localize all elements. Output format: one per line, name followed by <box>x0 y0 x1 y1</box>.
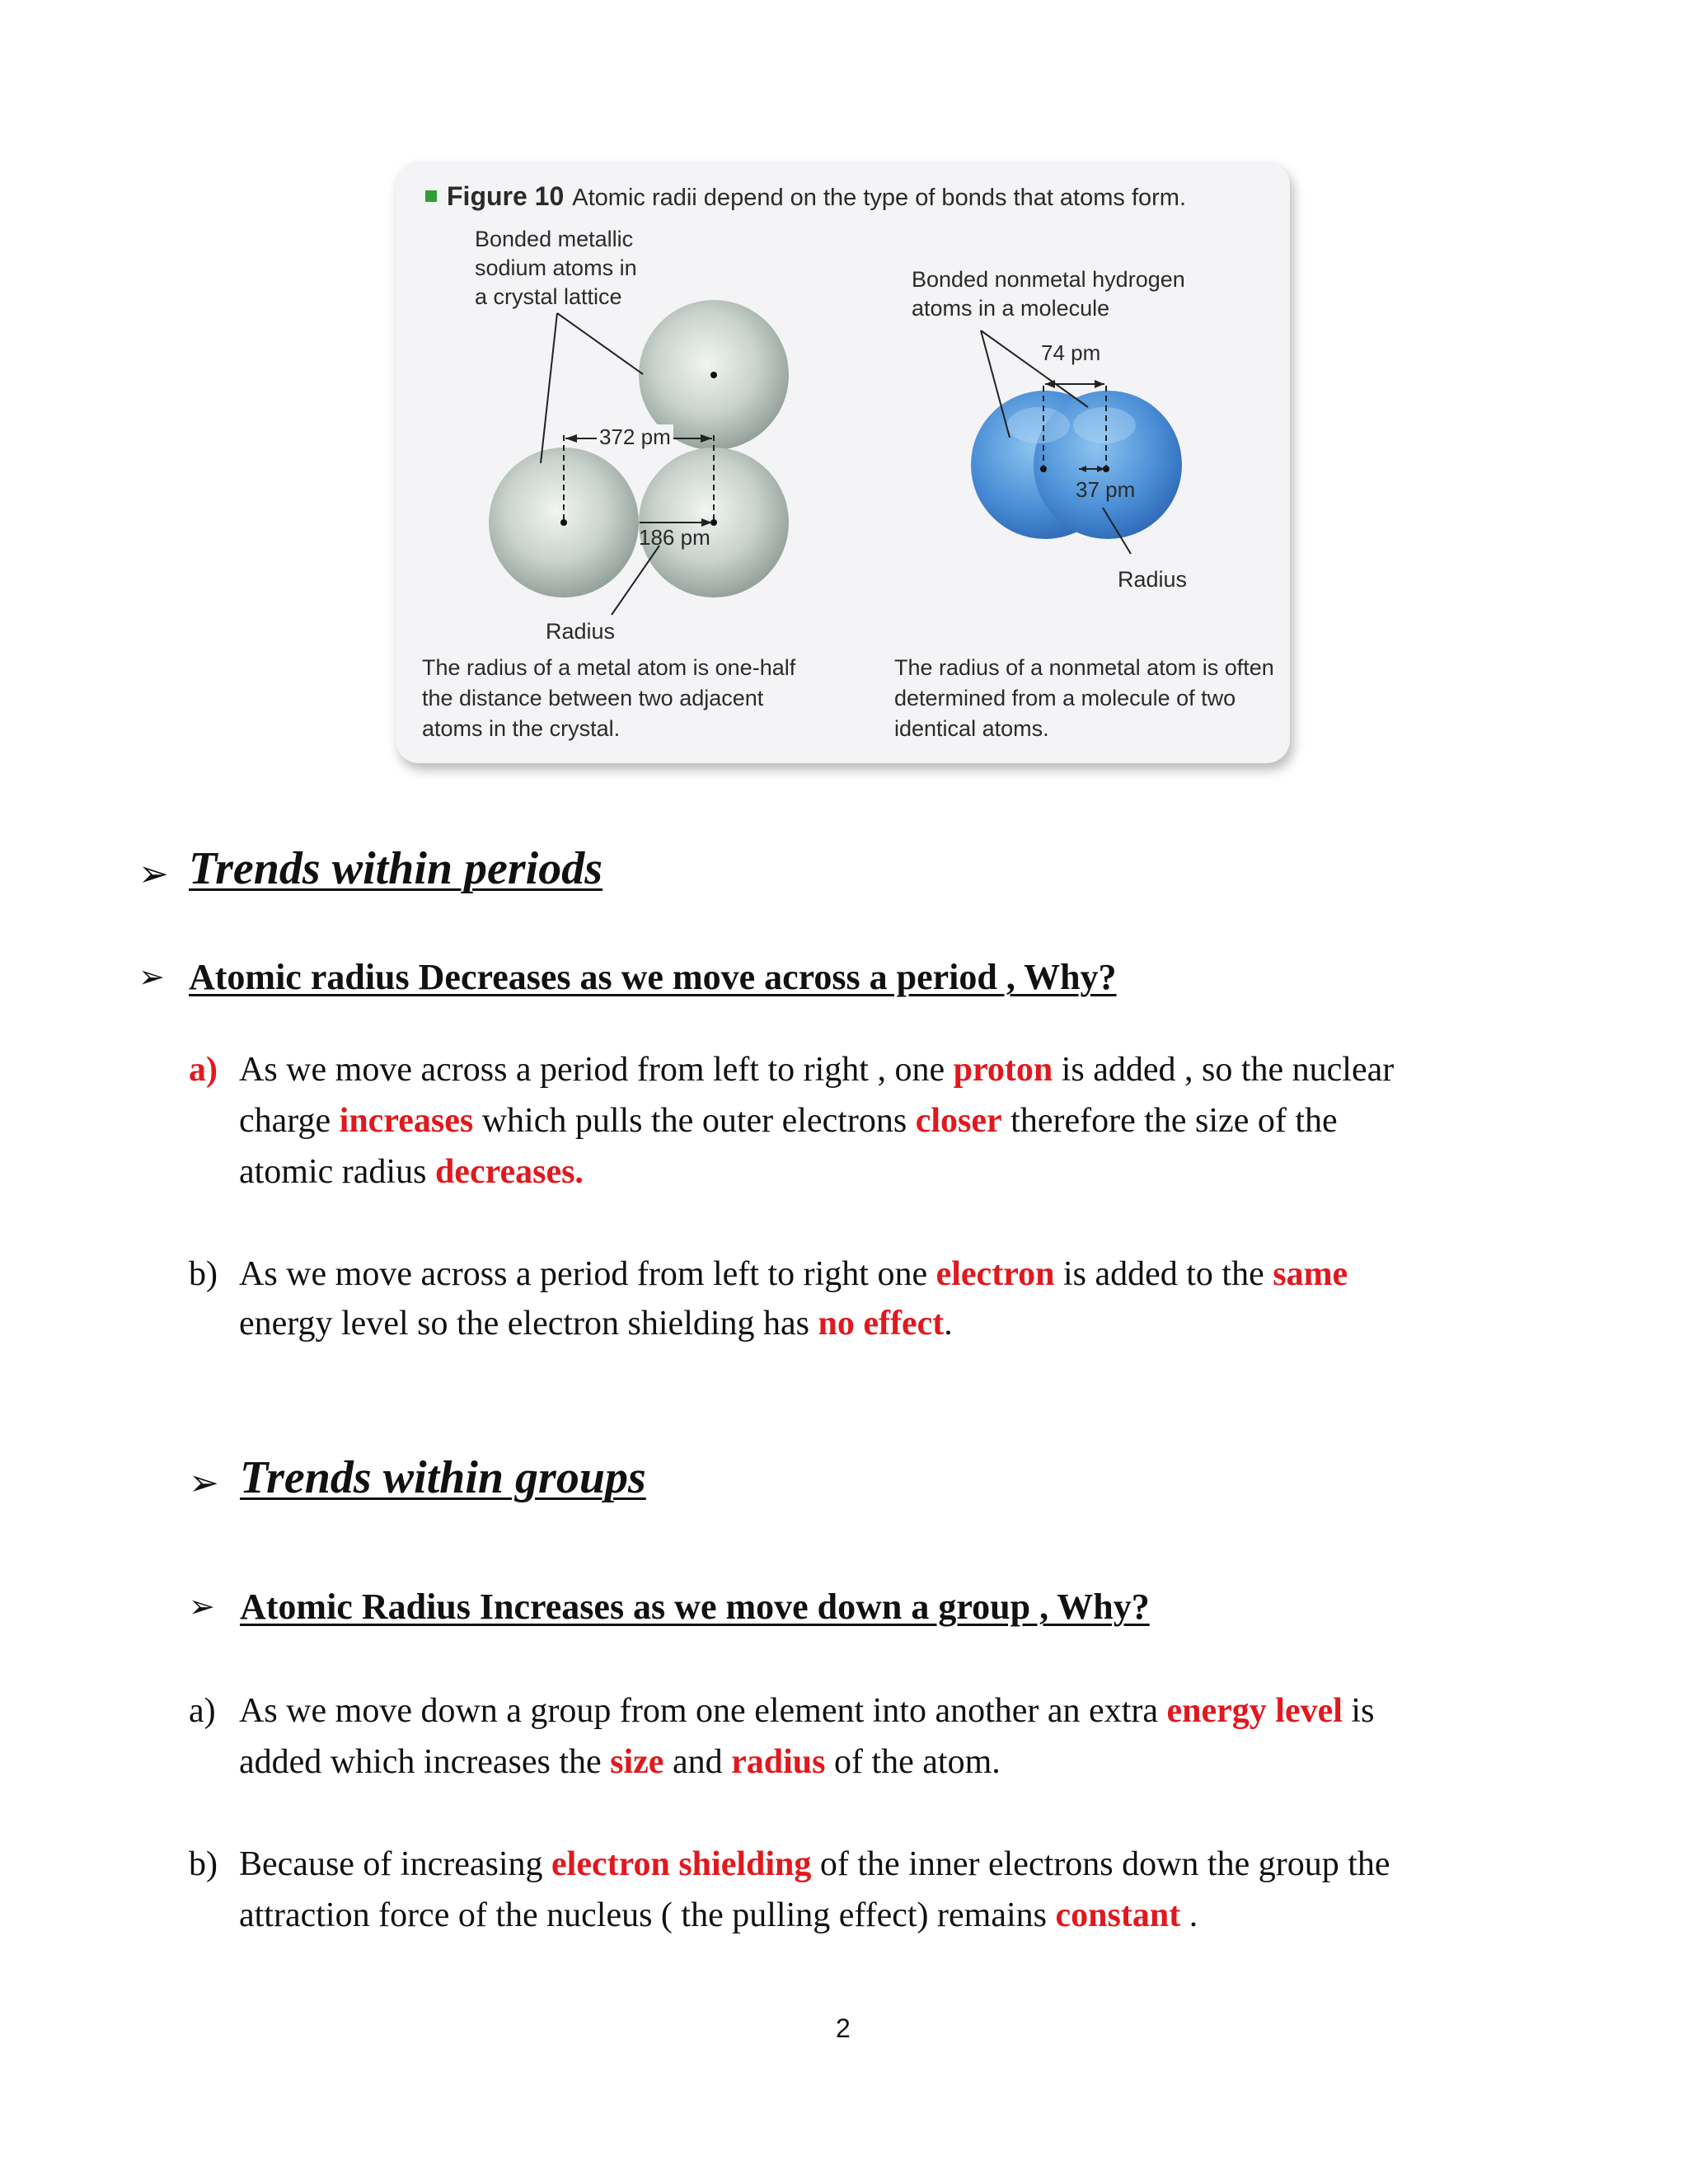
periods-a-line-3: atomic radius decreases. <box>239 1153 584 1191</box>
figure-caption-text: Atomic radii depend on the type of bonds that atoms form. <box>572 185 1187 211</box>
marker-b: b) <box>189 1845 218 1883</box>
nonmetal-radius-value: 37 pm <box>1076 477 1136 502</box>
groups-a-line-2: added which increases the size and radius of the atom. <box>239 1743 1001 1781</box>
periods-b-line-2: energy level so the electron shielding has no effect. <box>239 1305 953 1343</box>
bullet-arrow-icon: ➢ <box>189 1588 215 1624</box>
metal-label: Bonded metallic sodium atoms in a crystal lattice <box>475 227 637 309</box>
page-number: 2 <box>836 2013 851 2043</box>
groups-a-line-1: As we move down a group from one element into another an extra energy level is <box>239 1692 1375 1730</box>
metal-radius-label: Radius <box>546 619 616 644</box>
metal-distance-label: 372 pm <box>597 424 673 450</box>
nonmetal-radius-label: Radius <box>1118 567 1188 592</box>
bullet-arrow-icon: ➢ <box>138 853 169 895</box>
groups-b-line-2: attraction force of the nucleus ( the pulling effect) remains constant . <box>239 1896 1198 1934</box>
bullet-arrow-icon: ➢ <box>189 1462 219 1504</box>
metal-radius-value: 186 pm <box>639 525 710 550</box>
marker-a: a) <box>189 1692 216 1730</box>
heading-groups: Trends within groups <box>240 1452 646 1503</box>
marker-a: a) <box>189 1051 218 1089</box>
nonmetal-label: Bonded nonmetal hydrogen atoms in a molecule <box>912 267 1185 321</box>
nonmetal-distance-label: 74 pm <box>1041 340 1101 365</box>
heading-periods: Trends within periods <box>189 843 603 894</box>
marker-b: b) <box>189 1255 218 1293</box>
question-periods: Atomic radius Decreases as we move across a period , Why? <box>189 957 1117 997</box>
bullet-arrow-icon: ➢ <box>138 958 165 995</box>
figure-label: Figure 10 <box>447 181 565 211</box>
periods-b-line-1: As we move across a period from left to right one electron is added to the same <box>239 1255 1348 1293</box>
metal-description: The radius of a metal atom is one-half the distance between two adjacent atoms in the crystal. <box>422 655 796 741</box>
figure-10 <box>396 162 1290 763</box>
figure-marker-icon <box>425 190 437 202</box>
groups-b-line-1: Because of increasing electron shielding of the inner electrons down the group the <box>239 1845 1390 1883</box>
periods-a-line-1: As we move across a period from left to right , one proton is added , so the nuclear <box>239 1051 1395 1089</box>
question-groups: Atomic Radius Increases as we move down a group , Why? <box>240 1586 1150 1627</box>
nonmetal-description: The radius of a nonmetal atom is often determined from a molecule of two identical atoms. <box>894 655 1274 741</box>
periods-a-line-2: charge increases which pulls the outer electrons closer therefore the size of the <box>239 1102 1338 1140</box>
figure-caption <box>425 181 1186 212</box>
